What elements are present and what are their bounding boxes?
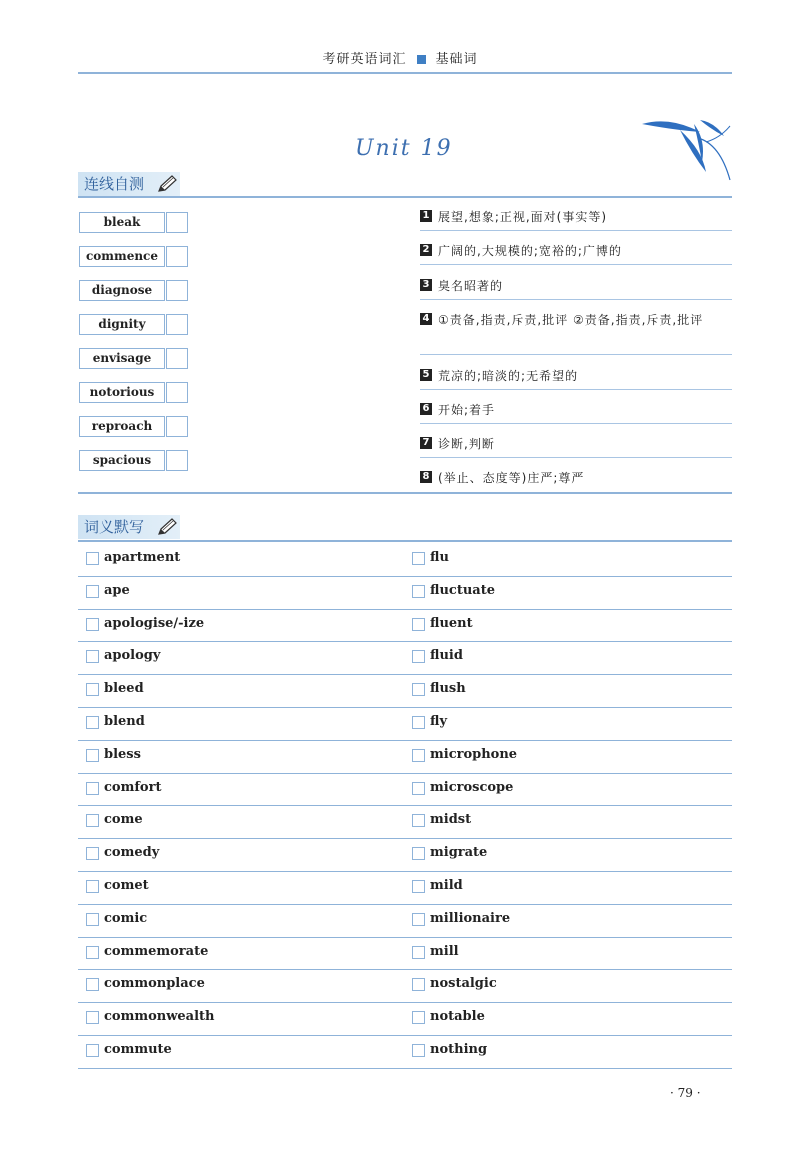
vocab-word: nothing bbox=[430, 1042, 488, 1057]
match-answer-box[interactable] bbox=[166, 246, 188, 267]
vocab-checkbox[interactable] bbox=[86, 618, 99, 631]
vocab-checkbox[interactable] bbox=[86, 782, 99, 795]
definition-number: 5 bbox=[420, 369, 432, 381]
dictation-section-label: 词义默写 bbox=[84, 518, 145, 536]
vocab-word: nostalgic bbox=[430, 976, 497, 992]
vocab-item bbox=[404, 871, 724, 903]
vocab-checkbox[interactable] bbox=[86, 552, 99, 565]
match-word-box: reproach bbox=[79, 416, 165, 437]
vocab-checkbox[interactable] bbox=[86, 683, 99, 696]
vocab-item bbox=[78, 937, 398, 969]
vocab-item bbox=[404, 609, 724, 641]
vocab-item bbox=[404, 1002, 724, 1034]
vocab-checkbox[interactable] bbox=[412, 749, 425, 762]
match-answer-box[interactable] bbox=[166, 212, 188, 233]
vocab-item bbox=[78, 674, 398, 706]
definition-text: (举止、态度等)庄严;尊严 bbox=[438, 471, 585, 485]
vocab-item bbox=[78, 609, 398, 641]
definition-text: 臭名昭著的 bbox=[438, 279, 504, 293]
header-section-title: 基础词 bbox=[435, 52, 478, 67]
vocab-checkbox[interactable] bbox=[86, 978, 99, 991]
vocab-checkbox[interactable] bbox=[86, 814, 99, 827]
definition-text: ①责备,指责,斥责,批评 ②责备,指责,斥责,批评 bbox=[438, 313, 704, 327]
vocab-item bbox=[404, 1035, 724, 1067]
vocab-word: migrate bbox=[430, 845, 488, 861]
vocab-word: mild bbox=[430, 878, 463, 893]
definition-rule bbox=[420, 389, 732, 390]
vocab-word: comedy bbox=[104, 845, 160, 861]
vocab-item bbox=[404, 969, 724, 1001]
vocab-checkbox[interactable] bbox=[412, 716, 425, 729]
matching-bottom-rule bbox=[78, 492, 732, 494]
match-answer-box[interactable] bbox=[166, 382, 188, 403]
vocab-word: flu bbox=[430, 550, 449, 565]
definition-rule bbox=[420, 354, 732, 355]
vocab-item bbox=[78, 773, 398, 805]
definition-rule bbox=[420, 299, 732, 300]
vocab-word: commemorate bbox=[104, 943, 209, 959]
vocab-checkbox[interactable] bbox=[412, 782, 425, 795]
vocab-item bbox=[78, 641, 398, 673]
definition-number: 6 bbox=[420, 403, 432, 415]
vocab-item bbox=[404, 674, 724, 706]
vocab-item bbox=[78, 1002, 398, 1034]
vocab-word: mill bbox=[430, 943, 459, 959]
vocab-checkbox[interactable] bbox=[412, 814, 425, 827]
vocab-checkbox[interactable] bbox=[86, 1011, 99, 1024]
definition-number: 2 bbox=[420, 244, 432, 256]
vocab-word: commonplace bbox=[104, 976, 205, 992]
vocab-item bbox=[404, 838, 724, 870]
pencil-icon bbox=[156, 517, 178, 537]
vocab-word: bless bbox=[104, 746, 141, 762]
vocab-checkbox[interactable] bbox=[412, 683, 425, 696]
definition-text: 诊断,判断 bbox=[438, 437, 495, 451]
vocab-word: commonwealth bbox=[104, 1009, 215, 1025]
match-answer-box[interactable] bbox=[166, 314, 188, 335]
vocab-item bbox=[78, 904, 398, 936]
vocab-item bbox=[404, 805, 724, 837]
definition-rule bbox=[420, 457, 732, 458]
header-rule bbox=[78, 72, 732, 74]
match-word-box: bleak bbox=[79, 212, 165, 233]
vocab-word: ape bbox=[104, 582, 130, 598]
vocab-checkbox[interactable] bbox=[86, 585, 99, 598]
vocab-item bbox=[78, 838, 398, 870]
vocab-item bbox=[78, 1035, 398, 1067]
vocab-word: bleed bbox=[104, 681, 144, 697]
vocab-checkbox[interactable] bbox=[412, 946, 425, 959]
pencil-icon bbox=[156, 174, 178, 194]
definition-rule bbox=[420, 264, 732, 265]
vocab-word: blend bbox=[104, 714, 145, 729]
vocab-item bbox=[78, 543, 398, 575]
vocab-checkbox[interactable] bbox=[412, 880, 425, 893]
vocab-checkbox[interactable] bbox=[412, 1044, 425, 1057]
vocab-word: comet bbox=[104, 878, 149, 893]
vocab-word: microphone bbox=[430, 746, 518, 762]
match-answer-box[interactable] bbox=[166, 348, 188, 369]
vocab-word: apartment bbox=[104, 550, 181, 565]
vocab-checkbox[interactable] bbox=[412, 585, 425, 598]
matching-section-tab bbox=[78, 172, 180, 196]
vocab-checkbox[interactable] bbox=[412, 913, 425, 926]
vocab-word: midst bbox=[430, 812, 472, 828]
definition-number: 3 bbox=[420, 279, 432, 291]
match-word-box: dignity bbox=[79, 314, 165, 335]
header-square-icon bbox=[417, 55, 426, 64]
vocab-item bbox=[78, 740, 398, 772]
match-word-box: commence bbox=[79, 246, 165, 267]
vocab-word: commute bbox=[104, 1042, 172, 1057]
match-word-box: envisage bbox=[79, 348, 165, 369]
vocab-item bbox=[404, 641, 724, 673]
definition-number: 4 bbox=[420, 313, 432, 325]
vocab-word: comic bbox=[104, 910, 148, 926]
vocab-word: fluent bbox=[430, 615, 473, 631]
match-word-box: diagnose bbox=[79, 280, 165, 301]
vocab-checkbox[interactable] bbox=[86, 716, 99, 729]
definition-text: 广阔的,大规模的;宽裕的;广博的 bbox=[438, 244, 622, 258]
matching-section-rule bbox=[78, 196, 732, 198]
vocab-word: millionaire bbox=[430, 910, 511, 926]
vocab-item bbox=[78, 576, 398, 608]
vocab-word: notable bbox=[430, 1009, 485, 1025]
definition-text: 荒凉的;暗淡的;无希望的 bbox=[438, 369, 579, 383]
vocab-item bbox=[404, 543, 724, 575]
vocab-word: fly bbox=[430, 714, 448, 729]
vocab-checkbox[interactable] bbox=[412, 978, 425, 991]
vocab-item bbox=[78, 871, 398, 903]
vocab-item bbox=[78, 969, 398, 1001]
vocab-item bbox=[404, 904, 724, 936]
vocab-checkbox[interactable] bbox=[86, 880, 99, 893]
vocab-word: comfort bbox=[104, 779, 162, 795]
match-answer-box[interactable] bbox=[166, 450, 188, 471]
vocab-item bbox=[404, 740, 724, 772]
vocab-word: fluid bbox=[430, 648, 463, 664]
match-answer-box[interactable] bbox=[166, 416, 188, 437]
vocab-item bbox=[404, 937, 724, 969]
match-word-box: spacious bbox=[79, 450, 165, 471]
definition-rule bbox=[420, 423, 732, 424]
definition-text: 展望,想象;正视,面对(事实等) bbox=[438, 210, 608, 224]
vocab-checkbox[interactable] bbox=[412, 650, 425, 663]
vocab-checkbox[interactable] bbox=[86, 650, 99, 663]
running-header bbox=[0, 48, 800, 67]
vocab-word: fluctuate bbox=[430, 582, 495, 598]
definition-number: 7 bbox=[420, 437, 432, 449]
matching-section-label: 连线自测 bbox=[84, 175, 145, 193]
unit-title: Unit 19 bbox=[355, 136, 453, 161]
vocab-word: microscope bbox=[430, 779, 514, 795]
vocab-checkbox[interactable] bbox=[86, 946, 99, 959]
header-book-title: 考研英语词汇 bbox=[322, 52, 407, 67]
match-answer-box[interactable] bbox=[166, 280, 188, 301]
definition-number: 8 bbox=[420, 471, 432, 483]
vocab-checkbox[interactable] bbox=[412, 552, 425, 565]
vocab-word: apology bbox=[104, 648, 161, 664]
vocab-word: apologise/-ize bbox=[104, 615, 205, 631]
vocab-item bbox=[404, 707, 724, 739]
vocab-checkbox[interactable] bbox=[412, 1011, 425, 1024]
bamboo-leaf-icon bbox=[640, 110, 732, 182]
vocab-checkbox[interactable] bbox=[412, 618, 425, 631]
vocab-item bbox=[78, 707, 398, 739]
page-number: · 79 · bbox=[670, 1086, 701, 1100]
dictation-section-rule bbox=[78, 540, 732, 542]
vocab-checkbox[interactable] bbox=[412, 847, 425, 860]
definition-rule bbox=[420, 230, 732, 231]
vocab-checkbox[interactable] bbox=[86, 749, 99, 762]
vocab-word: come bbox=[104, 812, 143, 828]
vocab-item bbox=[78, 805, 398, 837]
vocab-word: flush bbox=[430, 681, 466, 697]
definition-text: 开始;着手 bbox=[438, 403, 496, 417]
vocab-row-rule bbox=[78, 1068, 732, 1069]
vocab-item bbox=[404, 773, 724, 805]
vocab-item bbox=[404, 576, 724, 608]
dictation-section-tab bbox=[78, 515, 180, 539]
definition-number: 1 bbox=[420, 210, 432, 222]
vocab-checkbox[interactable] bbox=[86, 913, 99, 926]
vocab-checkbox[interactable] bbox=[86, 1044, 99, 1057]
match-word-box: notorious bbox=[79, 382, 165, 403]
vocab-checkbox[interactable] bbox=[86, 847, 99, 860]
